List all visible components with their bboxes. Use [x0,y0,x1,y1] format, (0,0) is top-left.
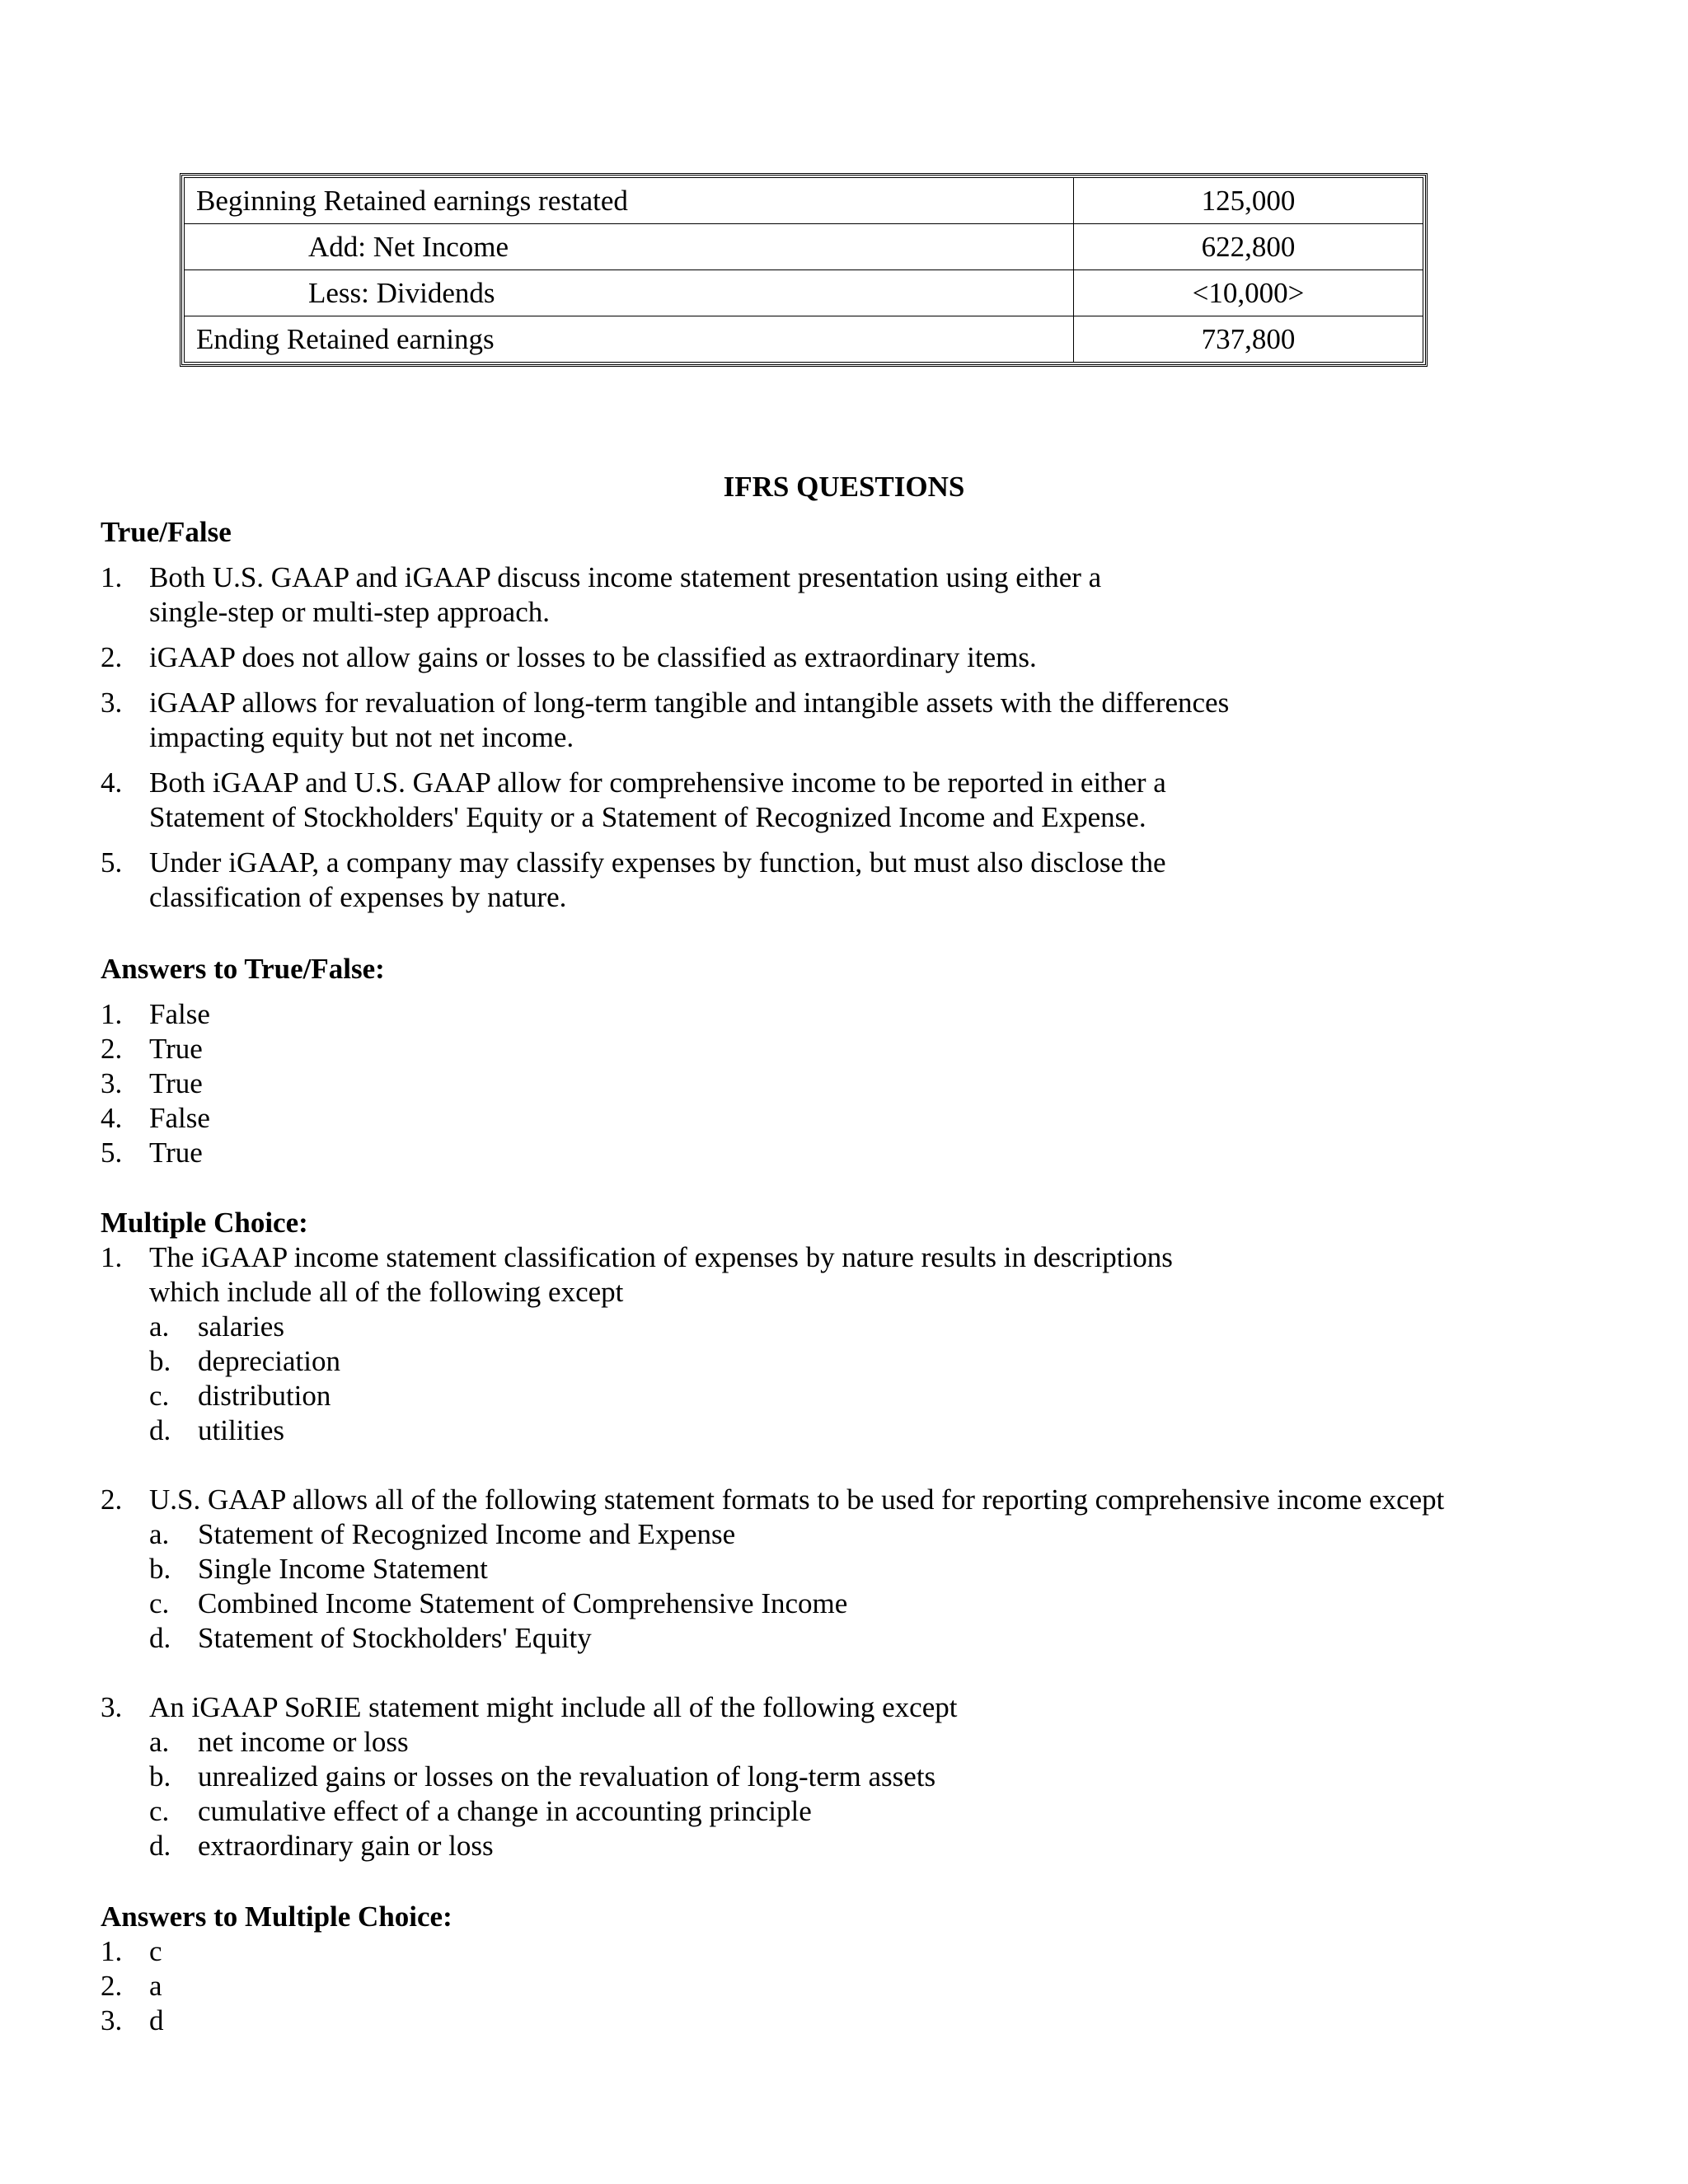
list-item [101,640,1650,675]
item-number: 4. [101,1102,123,1134]
option-text: utilities [198,1414,284,1446]
list-item [101,846,1650,915]
option-item [149,1621,1650,1656]
option-item [149,1379,1650,1413]
table-row [185,224,1423,270]
item-number: 3. [101,2004,123,2036]
option-letter: d. [149,1830,171,1862]
answer-text: False [149,998,210,1030]
row-amount: 737,800 [1074,316,1423,363]
item-number: 1. [101,998,123,1030]
option-item [149,1310,1650,1344]
option-letter: a. [149,1518,170,1550]
mc-answers-title: Answers to Multiple Choice: [101,1900,452,1933]
option-item [149,1344,1650,1379]
item-text: Both U.S. GAAP and iGAAP discuss income statement presentation using either a [149,561,1102,593]
tf-answers-list [101,997,1650,1170]
option-letter: c. [149,1380,170,1412]
option-letter: b. [149,1345,171,1377]
row-amount: 622,800 [1074,224,1423,270]
answer-text: True [149,1067,203,1099]
options-list [149,1725,1650,1863]
option-letter: d. [149,1414,171,1446]
item-number: 1. [101,1935,123,1967]
question-item [101,1240,1650,1448]
item-number: 5. [101,1137,123,1169]
answer-text: False [149,1102,210,1134]
option-item [149,1413,1650,1448]
question-text: The iGAAP income statement classification of expenses by nature results in descriptions [149,1241,1173,1273]
options-list [149,1310,1650,1448]
item-text-cont: impacting equity but not net income. [149,721,574,753]
option-text: Single Income Statement [198,1553,488,1585]
option-letter: d. [149,1622,171,1654]
item-number: 3. [101,687,123,719]
option-letter: a. [149,1726,170,1758]
item-number: 3. [101,1067,123,1099]
item-number: 2. [101,641,123,673]
option-item [149,1725,1650,1760]
question-number: 3. [101,1691,123,1723]
question-number: 1. [101,1241,123,1273]
question-text: U.S. GAAP allows all of the following statement formats to be used for reporting comprehensive income except [149,1483,1445,1516]
row-amount: 125,000 [1074,178,1423,224]
item-number: 2. [101,1033,123,1065]
row-label: Less: Dividends [185,270,1074,316]
item-text-cont: Statement of Stockholders' Equity or a Statement of Recognized Income and Expense. [149,801,1146,833]
option-text: net income or loss [198,1726,409,1758]
option-letter: c. [149,1795,170,1827]
mc-answers-list [101,1934,1650,2038]
list-item [101,1101,1650,1136]
option-text: unrealized gains or losses on the revaluation of long-term assets [198,1760,936,1793]
answer-text: d [149,2004,164,2036]
item-number: 1. [101,561,123,593]
option-letter: b. [149,1760,171,1793]
question-text: An iGAAP SoRIE statement might include all of the following except [149,1691,958,1723]
true-false-title: True/False [101,516,232,548]
item-text-cont: classification of expenses by nature. [149,881,567,913]
page-title: IFRS QUESTIONS [723,471,965,503]
answer-text: True [149,1033,203,1065]
list-item [101,1969,1650,2004]
option-text: salaries [198,1310,284,1343]
item-number: 4. [101,766,123,799]
list-item [101,1032,1650,1066]
true-false-list [101,560,1650,926]
row-label: Add: Net Income [185,224,1074,270]
item-text: iGAAP allows for revaluation of long-term tangible and intangible assets with the differences [149,687,1230,719]
option-text: cumulative effect of a change in accounting principle [198,1795,812,1827]
item-number: 5. [101,846,123,879]
multiple-choice-list [101,1240,1650,1898]
row-amount: <10,000> [1074,270,1423,316]
option-item [149,1586,1650,1621]
tf-answers-title: Answers to True/False: [101,953,385,985]
question-number: 2. [101,1483,123,1516]
answer-text: a [149,1970,162,2002]
list-item [101,2004,1650,2038]
item-text: Under iGAAP, a company may classify expenses by function, but must also disclose the [149,846,1166,879]
option-text: depreciation [198,1345,340,1377]
row-label: Ending Retained earnings [185,316,1074,363]
multiple-choice-title: Multiple Choice: [101,1207,308,1239]
item-text: iGAAP does not allow gains or losses to be classified as extraordinary items. [149,641,1037,673]
question-item [101,1690,1650,1863]
option-letter: a. [149,1310,170,1343]
option-letter: c. [149,1587,170,1619]
question-item [101,1483,1650,1656]
option-text: Statement of Recognized Income and Expense [198,1518,736,1550]
list-item [101,1066,1650,1101]
question-text-cont: which include all of the following except [149,1276,624,1308]
option-item [149,1760,1650,1794]
item-number: 2. [101,1970,123,2002]
row-label: Beginning Retained earnings restated [185,178,1074,224]
item-text: Both iGAAP and U.S. GAAP allow for comprehensive income to be reported in either a [149,766,1166,799]
answer-text: True [149,1137,203,1169]
table-row [185,270,1423,316]
option-item [149,1517,1650,1552]
retained-earnings-table [180,173,1428,367]
list-item [101,560,1650,630]
options-list [149,1517,1650,1656]
option-item [149,1829,1650,1863]
answer-text: c [149,1935,162,1967]
option-text: Combined Income Statement of Comprehensive Income [198,1587,848,1619]
table-row [185,316,1423,363]
option-text: Statement of Stockholders' Equity [198,1622,592,1654]
item-text-cont: single-step or multi-step approach. [149,596,550,628]
option-item [149,1552,1650,1586]
list-item [101,686,1650,755]
table-row [185,178,1423,224]
list-item [101,766,1650,835]
option-item [149,1794,1650,1829]
list-item [101,997,1650,1032]
list-item [101,1136,1650,1170]
option-text: extraordinary gain or loss [198,1830,494,1862]
option-letter: b. [149,1553,171,1585]
option-text: distribution [198,1380,331,1412]
list-item [101,1934,1650,1969]
